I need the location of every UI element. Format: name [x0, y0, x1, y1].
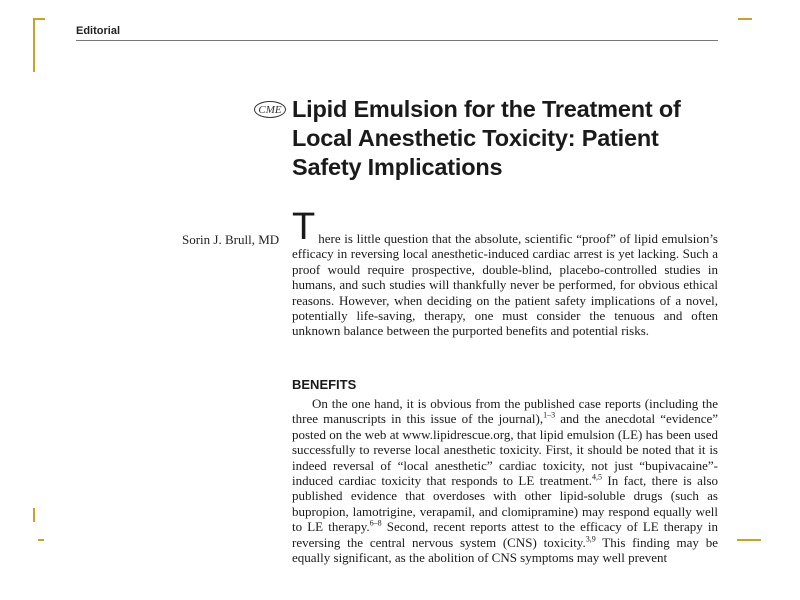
crop-mark-bottom-left-horizontal [38, 539, 44, 541]
crop-mark-bottom-left [33, 508, 35, 522]
intro-paragraph [292, 206, 718, 339]
drop-cap: T [292, 206, 316, 248]
benefits-text-2: and the anecdotal “evidence” posted on the web at www.lipidrescue.org, that lipid emulsion (LE) has been used successfully to reverse local anesthetic toxicity. First, it should be noted that it is indeed reversal of “local anesthetic” cardiac toxicity, not just “bupivacaine”-induced cardiac toxicity that responds to LE treatment. [292, 411, 718, 489]
crop-mark-top-left-horizontal [33, 18, 45, 20]
header-rule [76, 40, 718, 41]
reference-1: 1–3 [543, 411, 556, 421]
article-title: Lipid Emulsion for the Treatment of Local Anesthetic Toxicity: Patient Safety Implications [292, 96, 681, 180]
benefits-text-1: On the one hand, it is obvious from the published case reports (including the three manuscripts in this issue of the journal), [292, 396, 718, 427]
section-label: Editorial [76, 25, 121, 37]
benefits-text-4: Second, recent reports attest to the efficacy of LE therapy in reversing the central nervous system (CNS) toxicity. [292, 519, 718, 550]
benefits-heading: BENEFITS [292, 377, 357, 392]
crop-mark-top-left [33, 18, 35, 72]
cme-badge-icon: CME [254, 101, 286, 118]
crop-mark-top-right [738, 18, 752, 20]
benefits-text-5: This finding may be equally significant, as the abolition of CNS symptoms may well prevent [292, 534, 718, 566]
benefits-text-3: In fact, there is also published evidence that overdoses with other lipid-soluble drugs (such as bupropion, lamotrigine, verapamil, and clomipramine) may respond equally well to LE therapy. [292, 473, 718, 535]
reference-4: 3,9 [585, 534, 596, 544]
benefits-paragraph [292, 396, 718, 576]
intro-text: here is little question that the absolute, scientific “proof” of lipid emulsion’s efficacy in reversing local anesthetic-induced cardiac arrest is yet lacking. Such a proof would require prospective, double-blind, placebo-controlled studies in humans, and such studies will thankfully never be performed, for obvious ethical reasons. However, when deciding on the patient safety implications of a novel, potentially life-saving, therapy, one must consider the tenuous and often unknown balance between the purported benefits and potential risks. [292, 231, 718, 339]
reference-3: 6–8 [369, 518, 382, 528]
reference-2: 4,5 [592, 472, 603, 482]
author-name: Sorin J. Brull, MD [182, 232, 280, 247]
crop-mark-bottom-right [737, 539, 761, 541]
